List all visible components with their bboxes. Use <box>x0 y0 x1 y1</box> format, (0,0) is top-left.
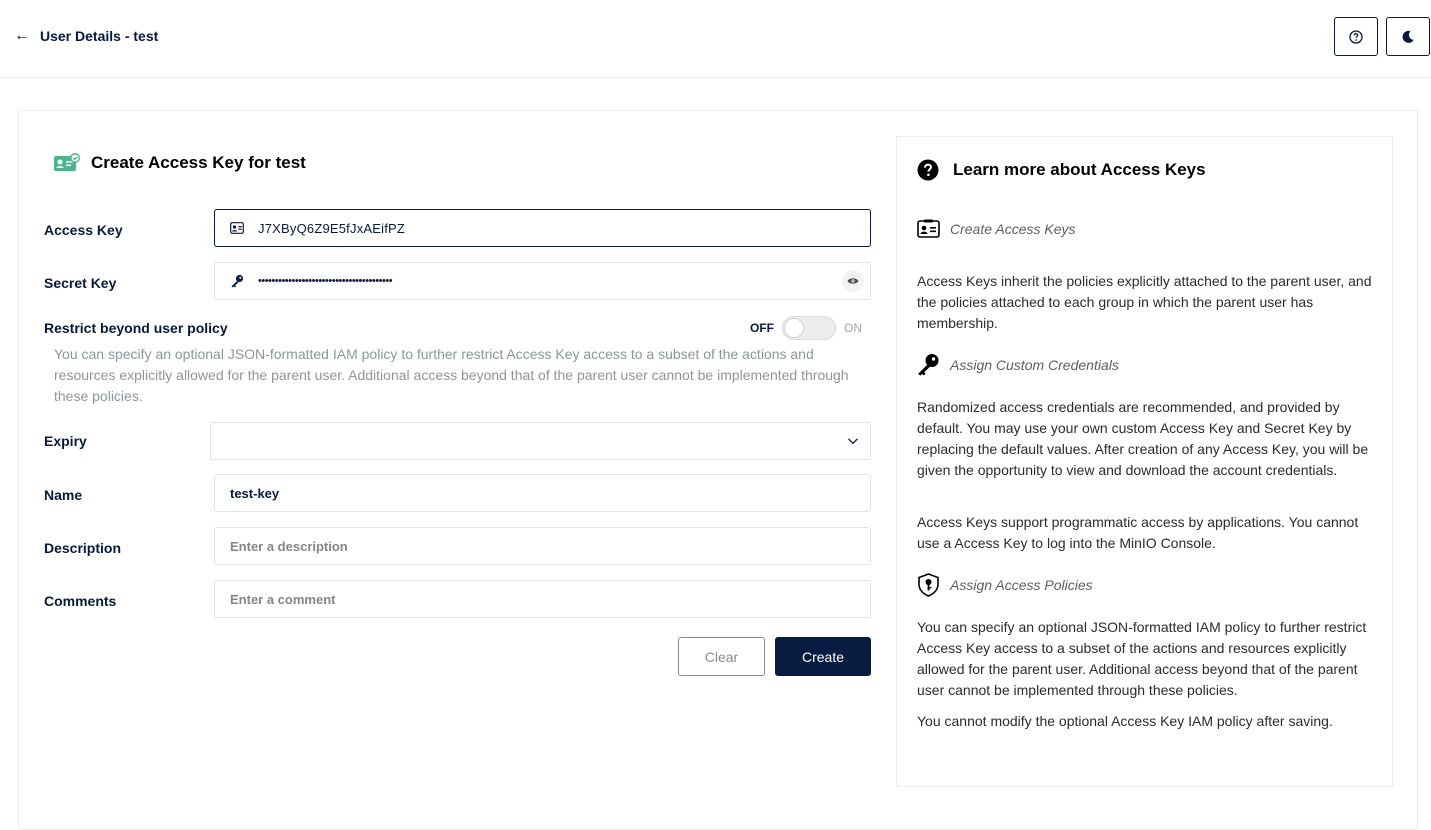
id-card-icon <box>230 222 248 234</box>
help-panel <box>896 136 1393 787</box>
clear-button[interactable]: Clear <box>678 637 765 676</box>
restrict-policy-toggle[interactable] <box>782 316 836 340</box>
arrow-left-icon: ← <box>14 27 30 44</box>
help-section-heading: Assign Access Policies <box>950 577 1093 593</box>
help-section-create <box>917 219 1076 238</box>
secret-key-value: •••••••••••••••••••••••••••••••••••••••• <box>258 275 393 287</box>
create-access-key-card <box>18 110 1418 830</box>
help-section-heading: Create Access Keys <box>950 220 1076 237</box>
question-circle-icon <box>917 159 939 181</box>
restrict-policy-help: You can specify an optional JSON-formatted IAM policy to further restrict Access Key access to a subset of the actions and resources explicitly allowed for the parent user. Additional access beyond that of the parent user cannot be implemented through these policies. <box>54 346 849 404</box>
eye-icon[interactable] <box>842 270 864 292</box>
form-title <box>53 153 306 173</box>
chevron-down-icon <box>846 434 860 448</box>
page-title: User Details - test <box>40 28 159 44</box>
create-button[interactable]: Create <box>775 637 871 676</box>
description-label: Description <box>44 540 122 556</box>
help-paragraph: Access Keys inherit the policies explicitly attached to the parent user, and the policies attached to each group in which the parent user has membership. <box>917 273 1372 331</box>
comments-label: Comments <box>44 593 117 609</box>
comments-placeholder: Enter a comment <box>230 591 336 607</box>
id-card-icon <box>917 219 940 238</box>
top-bar <box>0 0 1431 78</box>
access-key-label: Access Key <box>44 222 123 238</box>
toggle-off-label: OFF <box>750 321 774 335</box>
description-placeholder: Enter a description <box>230 538 348 554</box>
expiry-select[interactable] <box>210 422 871 460</box>
secret-key-label: Secret Key <box>44 275 117 291</box>
expiry-label: Expiry <box>44 433 87 449</box>
theme-toggle-button[interactable] <box>1386 17 1430 56</box>
restrict-policy-toggle-group <box>750 316 862 340</box>
moon-icon <box>1401 30 1415 44</box>
help-paragraph: Access Keys support programmatic access by applications. You cannot use a Access Key to log into the MinIO Console. <box>917 514 1359 551</box>
key-icon <box>917 353 940 376</box>
name-value: test-key <box>230 485 280 501</box>
description-input[interactable] <box>214 527 871 565</box>
help-section-heading: Assign Custom Credentials <box>950 356 1119 373</box>
access-key-input[interactable] <box>214 209 871 247</box>
restrict-policy-label: Restrict beyond user policy <box>44 320 228 336</box>
help-button[interactable] <box>1334 17 1378 56</box>
help-paragraph: Randomized access credentials are recommended, and provided by default. You may use your own custom Access Key and Secret Key by replacing the default values. After creation of any Access Key, you will be given the opportunity to view and download the account credentials. <box>917 399 1369 478</box>
help-section-credentials <box>917 353 1119 376</box>
toggle-knob <box>784 318 804 338</box>
help-section-policies <box>917 573 1093 597</box>
help-circle-icon <box>1349 30 1363 44</box>
help-title-text: Learn more about Access Keys <box>953 160 1206 179</box>
name-input[interactable] <box>214 474 871 512</box>
comments-input[interactable] <box>214 580 871 618</box>
form-title-text: Create Access Key for test <box>91 153 306 172</box>
toggle-on-label: ON <box>844 321 862 335</box>
access-key-value: J7XByQ6Z9E5fJxAEifPZ <box>258 220 406 236</box>
help-paragraph: You cannot modify the optional Access Key IAM policy after saving. <box>917 713 1333 729</box>
name-label: Name <box>44 487 83 503</box>
help-panel-title <box>917 159 1206 181</box>
help-paragraph: You can specify an optional JSON-formatted IAM policy to further restrict Access Key access to a subset of the actions and resources explicitly allowed for the parent user. Additional access beyond that of the parent user cannot be implemented through these policies. <box>917 619 1367 698</box>
key-icon <box>230 274 248 288</box>
secret-key-input[interactable] <box>214 262 871 300</box>
access-key-card-icon <box>53 153 81 173</box>
back-link[interactable] <box>14 28 158 44</box>
shield-key-icon <box>917 573 940 597</box>
